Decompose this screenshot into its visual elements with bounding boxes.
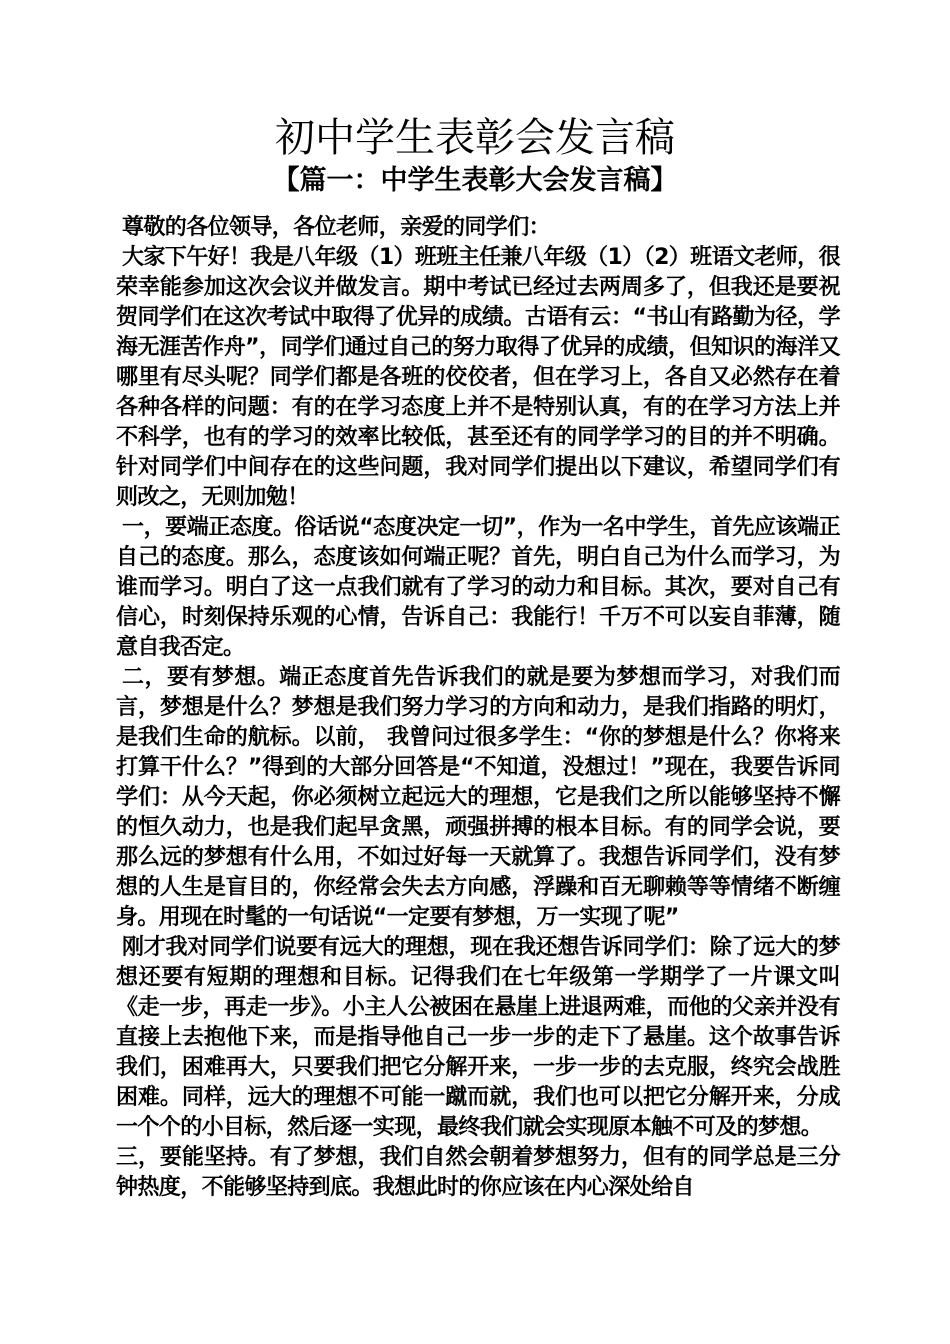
paragraph-point-one: 一，要端正态度。俗话说“态度决定一切”，作为一名中学生，首先应该端正自己的态度。那么，态度该如何端正呢？首先，明白自己为什么而学习，为谁而学习。明白了这一点我们就有了学习的动力和目标。其次，要对自己有信心，时刻保持乐观的心情，告诉自己：我能行！千万不可以妄自菲薄，随意自我否定。 <box>116 515 840 660</box>
paragraph-point-two: 二，要有梦想。端正态度首先告诉我们的就是要为梦想而学习，对我们而言，梦想是什么？梦想是我们努力学习的方向和动力，是我们指路的明灯，是我们生命的航标。以前， 我曾问过很多学生：“你的梦想是什么？你将来打算干什么？”得到的大部分回答是“不知道，没想过！”现在，我要告诉同学们：从今天起，你必须树立起远大的理想，它是我们之所以能够坚持不懈的恒久动力，也是我们起早贪黑，顽强拼搏的根本目标。有的同学会说，要那么远的梦想有什么用，不如过好每一天就算了。我想告诉同学们，没有梦想的人生是盲目的，你经常会失去方向感，浮躁和百无聊赖等等情绪不断缠身。用现在时髦的一句话说“一定要有梦想，万一实现了呢” <box>116 665 840 930</box>
paragraph-point-three: 三，要能坚持。有了梦想，我们自然会朝着梦想努力，但有的同学总是三分钟热度，不能够坚持到底。我想此时的你应该在内心深处给自 <box>116 1145 840 1200</box>
paragraph-salutation: 尊敬的各位领导，各位老师，亲爱的同学们： <box>122 215 551 240</box>
document-body <box>116 213 840 1203</box>
document-subtitle: 【篇一：中学生表彰大会发言稿】 <box>272 165 678 196</box>
paragraph-greeting: 大家下午好！我是八年级（1）班班主任兼八年级（1）（2）班语文老师，很荣幸能参加这次会议并做发言。期中考试已经过去两周多了，但我还是要祝贺同学们在这次考试中取得了优异的成绩。古语有云：“书山有路勤为径，学海无涯苦作舟”，同学们通过自己的努力取得了优异的成绩，但知识的海洋又哪里有尽头呢？同学们都是各班的佼佼者，但在学习上，各自又必然存在着各种各样的问题：有的在学习态度上并不是特别认真，有的在学习方法上并不科学，也有的学习的效率比较低，甚至还有的同学学习的目的并不明确。针对同学们中间存在的这些问题，我对同学们提出以下建议，希望同学们有则改之，无则加勉！ <box>116 245 840 510</box>
document-title: 初中学生表彰会发言稿 <box>275 115 675 161</box>
paragraph-short-term-goals: 刚才我对同学们说要有远大的理想，现在我还想告诉同学们：除了远大的梦想还要有短期的理想和目标。记得我们在七年级第一学期学了一片课文叫《走一步，再走一步》。小主人公被困在悬崖上进退两难，而他的父亲并没有直接上去抱他下来，而是指导他自己一步一步的走下了悬崖。这个故事告诉我们，困难再大，只要我们把它分解开来，一步一步的去克服，终究会战胜困难。同样，远大的理想不可能一蹴而就，我们也可以把它分解开来，分成一个个的小目标，然后逐一实现，最终我们就会实现原本触不可及的梦想。 <box>116 935 840 1140</box>
